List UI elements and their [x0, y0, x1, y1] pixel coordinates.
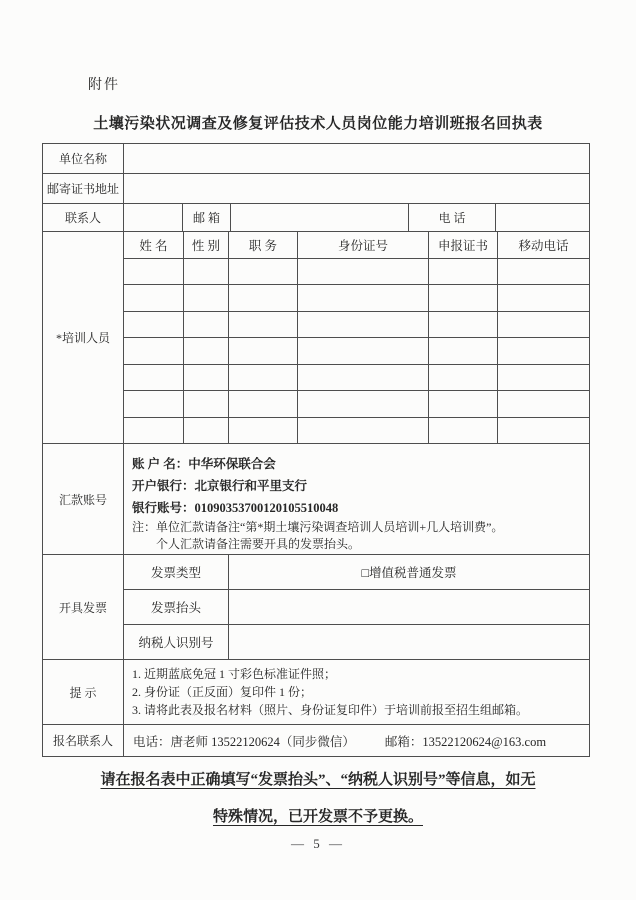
personnel-empty-cell — [229, 312, 298, 337]
personnel-empty-cell — [184, 259, 229, 284]
remittance-account-name: 账 户 名：中华环保联合会 — [132, 457, 276, 471]
personnel-header-mobile: 移动电话 — [518, 239, 569, 253]
personnel-empty-cell — [298, 365, 429, 390]
mailing-address-label: 邮寄证书地址 — [43, 174, 124, 203]
personnel-empty-cell — [124, 259, 184, 284]
registration-contact-label: 报名联系人 — [43, 725, 124, 756]
personnel-empty-cell — [429, 338, 498, 363]
taxpayer-id-label: 纳税人识别号 — [124, 625, 229, 659]
personnel-empty-cell — [184, 391, 229, 416]
page-number: — 5 — — [291, 836, 345, 851]
remittance-account-number: 银行账号：01090353700120105510048 — [132, 501, 339, 515]
invoice-title-label: 发票抬头 — [124, 590, 229, 624]
footer-notice-line2: 特殊情况，已开发票不予更换。 — [212, 809, 423, 825]
personnel-header-gender: 性 别 — [184, 232, 229, 258]
personnel-empty-row — [124, 284, 589, 310]
registration-form-table — [42, 143, 590, 757]
personnel-empty-cell — [429, 391, 498, 416]
personnel-empty-cell — [184, 365, 229, 390]
tips-content — [124, 660, 589, 724]
personnel-empty-row — [124, 337, 589, 363]
personnel-header-certificate: 申报证书 — [429, 232, 498, 258]
trainees-row — [43, 231, 589, 443]
invoice-title-row — [124, 589, 589, 624]
personnel-empty-cell — [229, 365, 298, 390]
unit-name-value — [124, 144, 589, 173]
personnel-header-position: 职 务 — [229, 232, 298, 258]
unit-name-label: 单位名称 — [43, 144, 124, 173]
personnel-empty-cell — [429, 259, 498, 284]
registration-contact-email: 邮箱：13522120624@163.com — [384, 734, 547, 749]
personnel-empty-cell — [429, 418, 498, 443]
personnel-empty-row — [124, 311, 589, 337]
invoice-table — [124, 555, 589, 659]
remittance-details — [124, 444, 589, 554]
tip-line-2: 2. 身份证（正反面）复印件 1 份； — [132, 685, 313, 699]
tips-label: 提 示 — [43, 660, 124, 724]
invoice-type-checkbox: □增值税普通发票 — [361, 566, 457, 580]
taxpayer-id-row — [124, 624, 589, 659]
email-value — [231, 204, 409, 231]
unit-name-row — [43, 144, 589, 173]
invoice-type-row — [124, 555, 589, 589]
tips-row — [43, 659, 589, 724]
personnel-empty-cell — [184, 418, 229, 443]
email-label: 邮 箱 — [183, 204, 231, 231]
personnel-empty-cell — [298, 312, 429, 337]
remittance-row — [43, 443, 589, 554]
registration-contact-phone: 电话：唐老师 13522120624（同步微信） — [133, 734, 355, 749]
personnel-empty-cell — [124, 365, 184, 390]
personnel-empty-cell — [124, 285, 184, 310]
registration-contact-details — [124, 725, 589, 756]
invoice-title-value — [229, 590, 589, 624]
personnel-empty-cell — [124, 391, 184, 416]
personnel-empty-cell — [229, 338, 298, 363]
remittance-note-line1: 注：单位汇款请备注“第*期土壤污染调查培训人员培训+几人培训费”。 — [132, 520, 504, 534]
personnel-empty-cell — [498, 391, 589, 416]
personnel-empty-cell — [124, 418, 184, 443]
contact-name-value — [124, 204, 183, 231]
personnel-empty-cell — [229, 285, 298, 310]
invoice-type-label: 发票类型 — [124, 555, 229, 589]
personnel-header-name: 姓 名 — [124, 232, 184, 258]
personnel-empty-cell — [229, 418, 298, 443]
personnel-empty-cell — [498, 418, 589, 443]
personnel-empty-cell — [298, 338, 429, 363]
personnel-empty-cell — [498, 259, 589, 284]
personnel-empty-cell — [229, 391, 298, 416]
personnel-empty-cell — [184, 285, 229, 310]
personnel-empty-cell — [124, 338, 184, 363]
personnel-empty-cell — [229, 259, 298, 284]
personnel-empty-row — [124, 364, 589, 390]
remittance-note-line2: 个人汇款请备注需要开具的发票抬头。 — [156, 537, 361, 551]
personnel-empty-cell — [429, 312, 498, 337]
personnel-empty-row — [124, 417, 589, 443]
personnel-empty-cell — [498, 365, 589, 390]
personnel-empty-cell — [498, 338, 589, 363]
personnel-empty-cell — [429, 365, 498, 390]
personnel-empty-row — [124, 258, 589, 284]
personnel-empty-cell — [124, 312, 184, 337]
personnel-empty-cell — [498, 312, 589, 337]
remittance-bank: 开户银行：北京银行和平里支行 — [132, 479, 308, 493]
tip-line-3: 3. 请将此表及报名材料（照片、身份证复印件）于培训前报至招生组邮箱。 — [132, 703, 529, 717]
mailing-address-value — [124, 174, 589, 203]
personnel-empty-cell — [498, 285, 589, 310]
taxpayer-id-value — [229, 625, 589, 659]
personnel-empty-cell — [184, 338, 229, 363]
trainees-label: *培训人员 — [43, 232, 124, 443]
phone-label: 电 话 — [409, 204, 496, 231]
personnel-empty-cell — [184, 312, 229, 337]
personnel-header-id-number: 身份证号 — [298, 232, 429, 258]
personnel-empty-cell — [298, 391, 429, 416]
invoice-label: 开具发票 — [43, 555, 124, 659]
personnel-empty-cell — [298, 259, 429, 284]
invoice-row — [43, 554, 589, 659]
tip-line-1: 1. 近期蓝底免冠 1 寸彩色标准证件照； — [132, 667, 337, 681]
form-title: 土壤污染状况调查及修复评估技术人员岗位能力培训班报名回执表 — [93, 116, 543, 132]
personnel-empty-row — [124, 390, 589, 416]
registration-contact-row — [43, 724, 589, 756]
personnel-empty-cell — [298, 418, 429, 443]
phone-value — [496, 204, 589, 231]
footer-notice — [0, 762, 636, 836]
personnel-header-row — [124, 232, 589, 258]
mailing-address-row — [43, 173, 589, 203]
remittance-label: 汇款账号 — [43, 444, 124, 554]
contact-label: 联系人 — [43, 204, 124, 231]
personnel-table — [124, 232, 589, 443]
personnel-empty-rows — [124, 258, 589, 443]
personnel-empty-cell — [429, 285, 498, 310]
attachment-label: 附件 — [88, 78, 120, 93]
footer-notice-line1: 请在报名表中正确填写“发票抬头”、“纳税人识别号”等信息，如无 — [100, 772, 536, 788]
personnel-empty-cell — [298, 285, 429, 310]
contact-row — [43, 203, 589, 231]
